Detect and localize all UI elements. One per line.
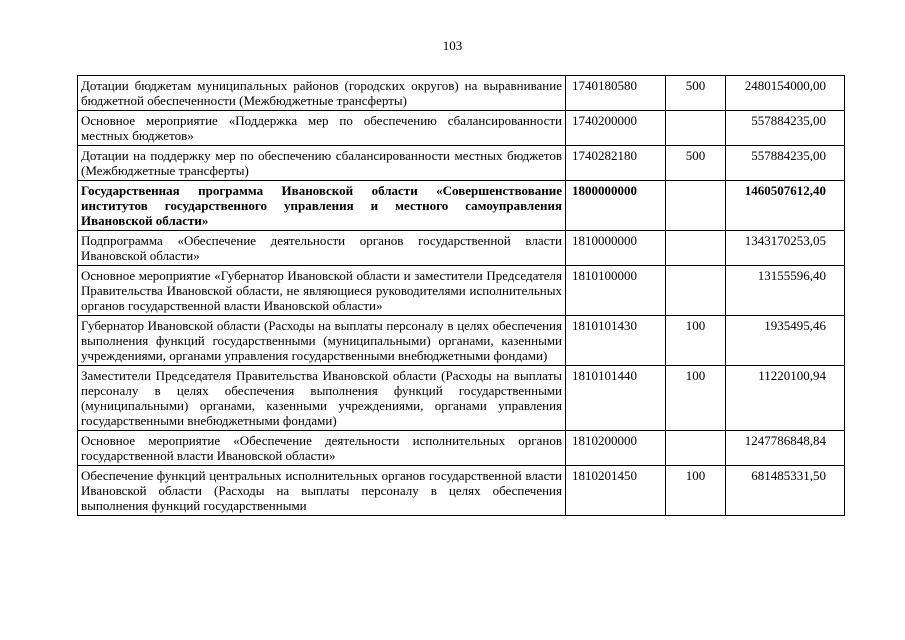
table-row [78, 111, 845, 146]
row-amount: 11220100,94 [726, 366, 845, 431]
row-expense-type: 100 [666, 366, 726, 431]
table-row [78, 366, 845, 431]
row-expense-type [666, 266, 726, 316]
row-amount: 1460507612,40 [726, 181, 845, 231]
row-name: Дотации бюджетам муниципальных районов (городских округов) на выравнивание бюджетной обеспеченности (Межбюджетные трансферты) [78, 76, 566, 111]
row-expense-type: 500 [666, 76, 726, 111]
row-code: 1740282180 [566, 146, 666, 181]
row-name: Государственная программа Ивановской области «Совершенствование институтов государственного управления и местного самоуправления Ивановской области» [78, 181, 566, 231]
budget-table [77, 75, 845, 516]
table-row [78, 231, 845, 266]
row-amount: 681485331,50 [726, 466, 845, 516]
row-code: 1810101440 [566, 366, 666, 431]
row-amount: 2480154000,00 [726, 76, 845, 111]
table-row [78, 431, 845, 466]
page-number: 103 [442, 38, 463, 53]
row-code: 1810200000 [566, 431, 666, 466]
table-row [78, 146, 845, 181]
row-expense-type: 100 [666, 466, 726, 516]
row-expense-type [666, 181, 726, 231]
row-amount: 1247786848,84 [726, 431, 845, 466]
row-name: Основное мероприятие «Поддержка мер по обеспечению сбалансированности местных бюджетов» [78, 111, 566, 146]
table-row [78, 76, 845, 111]
row-name: Подпрограмма «Обеспечение деятельности органов государственной власти Ивановской области» [78, 231, 566, 266]
row-code: 1800000000 [566, 181, 666, 231]
row-amount: 13155596,40 [726, 266, 845, 316]
row-expense-type [666, 111, 726, 146]
table-row [78, 466, 845, 516]
row-expense-type [666, 231, 726, 266]
row-code: 1810100000 [566, 266, 666, 316]
row-code: 1810101430 [566, 316, 666, 366]
row-name: Губернатор Ивановской области (Расходы на выплаты персоналу в целях обеспечения выполнения функций государственными (муниципальными) органами, казенными учреждениями, органами управления государственными внебюджетными фондами) [78, 316, 566, 366]
row-amount: 557884235,00 [726, 111, 845, 146]
table-row-program [78, 181, 845, 231]
row-amount: 1343170253,05 [726, 231, 845, 266]
row-code: 1810000000 [566, 231, 666, 266]
row-name: Основное мероприятие «Обеспечение деятельности исполнительных органов государственной власти Ивановской области» [78, 431, 566, 466]
row-expense-type: 500 [666, 146, 726, 181]
row-name: Обеспечение функций центральных исполнительных органов государственной власти Ивановской области (Расходы на выплаты персоналу в целях обеспечения выполнения функций государственными [78, 466, 566, 516]
table-row [78, 316, 845, 366]
row-amount: 1935495,46 [726, 316, 845, 366]
row-amount: 557884235,00 [726, 146, 845, 181]
row-name: Заместители Председателя Правительства Ивановской области (Расходы на выплаты персоналу в целях обеспечения выполнения функций государственными (муниципальными) органами, казенными учреждениями, органами управления государственными внебюджетными фондами) [78, 366, 566, 431]
row-expense-type [666, 431, 726, 466]
row-expense-type: 100 [666, 316, 726, 366]
table-row [78, 266, 845, 316]
row-code: 1810201450 [566, 466, 666, 516]
row-code: 1740180580 [566, 76, 666, 111]
row-name: Дотации на поддержку мер по обеспечению сбалансированности местных бюджетов (Межбюджетные трансферты) [78, 146, 566, 181]
row-code: 1740200000 [566, 111, 666, 146]
row-name: Основное мероприятие «Губернатор Ивановской области и заместители Председателя Правительства Ивановской области, не являющиеся руководителями исполнительных органов государственной власти Ивановской области» [78, 266, 566, 316]
